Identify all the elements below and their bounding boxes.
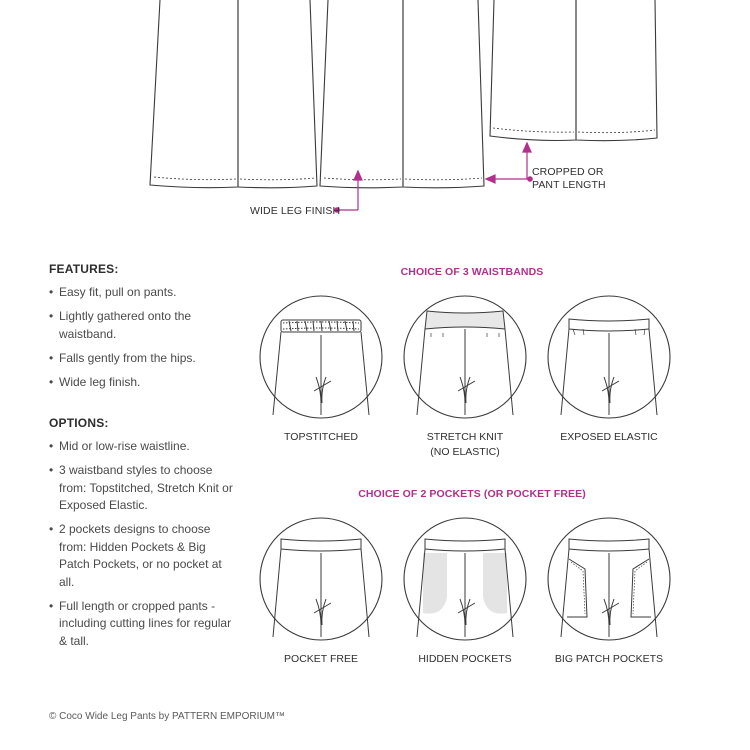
stretch-knit-label-line2: (NO ELASTIC) — [430, 446, 500, 458]
options-list — [49, 438, 234, 650]
options-item: • Full length or cropped pants - including cutting lines for regular & tall. — [49, 598, 234, 651]
waistband-stretch-knit-illustration — [403, 295, 527, 419]
copyright-footer: © Coco Wide Leg Pants by PATTERN EMPORIUM™ — [49, 711, 285, 722]
front-pant-left-leg — [150, 0, 238, 188]
features-section — [49, 262, 234, 398]
features-list — [49, 284, 234, 391]
pocket-free-illustration — [259, 517, 383, 641]
waistband-exposed-elastic-illustration — [547, 295, 671, 419]
hidden-pockets-illustration — [403, 517, 527, 641]
pants-technical-drawings — [0, 0, 750, 230]
pocket-free-label: POCKET FREE — [284, 653, 358, 665]
cropped-label-line1: CROPPED OR — [532, 166, 604, 178]
wide-leg-finish-label: WIDE LEG FINISH — [250, 205, 341, 217]
options-item: • 3 waistband styles to choose from: Topstitched, Stretch Knit or Exposed Elastic. — [49, 462, 234, 515]
features-item: • Lightly gathered onto the waistband. — [49, 308, 234, 343]
big-patch-pockets-illustration — [547, 517, 671, 641]
pocket-choice-heading: CHOICE OF 2 POCKETS (OR POCKET FREE) — [358, 488, 586, 500]
cropped-length-label — [532, 166, 632, 191]
waistband-topstitched-illustration — [259, 295, 383, 419]
waistband-stretch-knit-label — [385, 430, 545, 460]
options-item: • 2 pockets designs to choose from: Hidden Pockets & Big Patch Pockets, or no pocket at all. — [49, 521, 234, 591]
hidden-pockets-label: HIDDEN POCKETS — [418, 653, 512, 665]
options-section — [49, 416, 234, 657]
cropped-label-line2: PANT LENGTH — [532, 178, 606, 191]
cropped-pant-left-leg — [490, 0, 576, 141]
features-item: • Falls gently from the hips. — [49, 350, 234, 368]
features-item: • Wide leg finish. — [49, 374, 234, 392]
stretch-knit-label-line1: STRETCH KNIT — [426, 431, 504, 443]
options-heading: OPTIONS: — [49, 416, 109, 430]
big-patch-pockets-label: BIG PATCH POCKETS — [554, 653, 664, 665]
cropped-pant-right-leg — [576, 0, 657, 141]
waistband-topstitched-label: TOPSTITCHED — [284, 431, 358, 443]
waistband-choice-heading: CHOICE OF 3 WAISTBANDS — [400, 266, 544, 278]
features-item: • Easy fit, pull on pants. — [49, 284, 234, 302]
back-pant-right-leg — [403, 0, 484, 188]
front-pant-right-leg — [238, 0, 317, 188]
back-pant-left-leg — [320, 0, 403, 188]
waistband-exposed-elastic-label: EXPOSED ELASTIC — [560, 431, 658, 443]
options-item: • Mid or low-rise waistline. — [49, 438, 234, 456]
features-heading: FEATURES: — [49, 262, 119, 276]
